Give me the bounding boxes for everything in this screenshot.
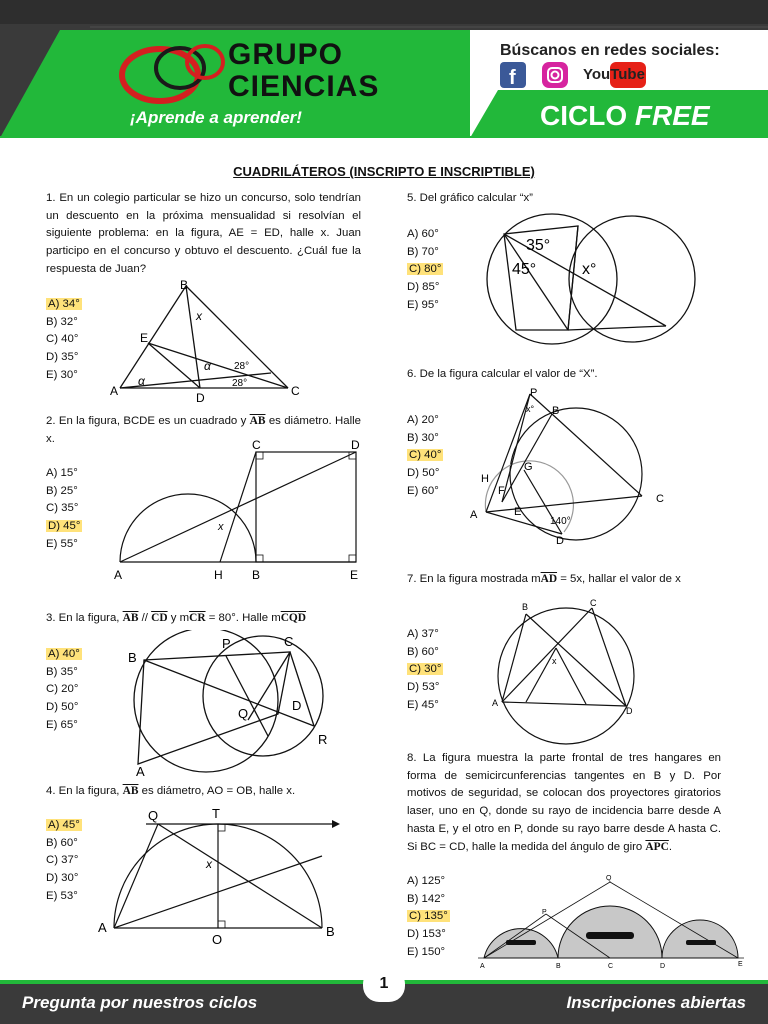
q5-option-a[interactable]: A) 60°	[407, 228, 439, 240]
question-8-text	[407, 750, 721, 856]
ciclo-free-badge	[540, 100, 710, 132]
q7-option-d[interactable]: D) 53°	[407, 681, 440, 694]
q3-mid3: = 80°. Halle m	[205, 612, 281, 624]
q6-label-b: B	[552, 405, 560, 417]
q6-label-p: P	[530, 387, 538, 399]
q2-label-c: C	[252, 438, 261, 452]
q6-option-e[interactable]: E) 60°	[407, 484, 439, 497]
q1-label-x: x	[196, 309, 202, 323]
q1-label-e: E	[140, 331, 149, 345]
q8-label-e: E	[738, 961, 743, 968]
question-2-options	[46, 465, 82, 554]
q3-label-c: C	[284, 634, 294, 649]
q4-label-o: O	[212, 932, 223, 947]
q4-pre: 4. En la figura,	[46, 785, 123, 797]
q1-label-a: A	[110, 384, 119, 398]
q4-segment: $\overline{AB}$	[122, 785, 139, 797]
q6-label-g: G	[524, 461, 533, 473]
q8-option-e[interactable]: E) 150°	[407, 945, 446, 958]
q8-option-d[interactable]: D) 153°	[407, 928, 446, 941]
q4-option-c[interactable]: C) 37°	[46, 854, 79, 867]
tagline: ¡Aprende a aprender!	[130, 108, 302, 127]
svg-text:f: f	[509, 67, 516, 89]
q3-label-b: B	[128, 650, 137, 665]
q8-option-a[interactable]: A) 125°	[407, 875, 446, 887]
q8-arc: $\overline{APC}$	[645, 840, 669, 853]
q1-label-28b: 28°	[232, 378, 248, 389]
q1-label-c: C	[291, 384, 300, 398]
q5-option-d[interactable]: D) 85°	[407, 281, 440, 294]
q2-option-d[interactable]: D) 45°	[48, 520, 81, 533]
question-1-options	[46, 296, 82, 385]
question-5-figure	[482, 212, 698, 346]
q3-option-b[interactable]: B) 35°	[46, 665, 78, 678]
q7-label-d: D	[626, 706, 633, 716]
q8-label-c: C	[608, 963, 614, 970]
question-3-text	[46, 610, 366, 628]
q4-option-d[interactable]: D) 30°	[46, 872, 79, 885]
q7-label-b: B	[522, 602, 529, 612]
q5-option-e[interactable]: E) 95°	[407, 298, 439, 311]
q6-label-140: 140°	[550, 516, 571, 527]
q3-label-a: A	[136, 764, 145, 778]
q8-post: .	[668, 840, 672, 853]
q4-label-a: A	[98, 920, 107, 935]
q7-option-b[interactable]: B) 60°	[407, 645, 439, 658]
q2-option-b[interactable]: B) 25°	[46, 484, 78, 497]
q2-option-e[interactable]: E) 55°	[46, 537, 78, 550]
q8-label-b: B	[556, 963, 561, 970]
q4-label-b: B	[326, 924, 335, 939]
q3-option-a[interactable]: A) 40°	[48, 648, 80, 660]
q3-pre: 3. En la figura,	[46, 612, 123, 624]
page-number-label: 1	[379, 975, 389, 992]
brand-line2: CIENCIAS	[228, 70, 380, 103]
q5-option-b[interactable]: B) 70°	[407, 245, 439, 258]
q7-option-c[interactable]: C) 30°	[409, 663, 442, 676]
q2-label-d: D	[351, 438, 360, 452]
q2-label-e: E	[350, 568, 359, 582]
q6-label-c: C	[656, 493, 664, 505]
q1-label-alpha2: α	[204, 359, 211, 373]
q2-label-h: H	[214, 568, 223, 582]
q7-label-c: C	[590, 598, 597, 608]
q3-option-c[interactable]: C) 20°	[46, 683, 79, 696]
footer-left-text: Pregunta por nuestros ciclos	[22, 993, 258, 1012]
q1-label-28a: 28°	[234, 361, 250, 372]
question-6-text: 6. De la figura calcular el valor de “X”.	[407, 368, 598, 380]
q8-option-b[interactable]: B) 142°	[407, 892, 446, 905]
youtube-label: YouTube	[583, 66, 645, 83]
q3-label-r: R	[318, 732, 328, 747]
q7-option-a[interactable]: A) 37°	[407, 628, 439, 640]
q2-pre: 2. En la figura, BCDE es un cuadrado y	[46, 415, 250, 427]
q6-option-a[interactable]: A) 20°	[407, 414, 439, 426]
q1-label-alpha: α	[138, 374, 145, 388]
question-1-text: 1. En un colegio particular se hizo un concurso, solo tendrían un descuento en la próxima mensualidad si resolvían el siguiente problema: en la figura, AE = ED, halle x. Juan participo en el concurso y obtuvo el descuento. ¿Cuál fue la respuesta de Juan?	[46, 192, 361, 275]
q1-option-b[interactable]: B) 32°	[46, 315, 78, 328]
question-3-figure	[118, 630, 348, 778]
q5-label-x: x°	[582, 261, 597, 278]
q7-post: = 5x, hallar el valor de x	[557, 573, 681, 585]
q5-label-35: 35°	[526, 237, 551, 254]
q4-option-e[interactable]: E) 53°	[46, 889, 78, 902]
question-8-figure	[476, 874, 748, 970]
q7-label-a: A	[492, 698, 499, 708]
q3-arc1: $\overline{CR}$	[189, 612, 206, 624]
q7-arc: $\overline{AD}$	[540, 573, 558, 585]
q5-label-45: 45°	[512, 261, 537, 278]
free-label: FREE	[634, 100, 710, 131]
page-number	[363, 968, 405, 1002]
q8-pre: 8. La figura muestra la parte frontal de tres hangares en forma de semicircunferencias tangentes en B y D. Por motivos de seguridad, se colocan dos proyectores giratorios laser, uno en Q, donde su rayo de incidencia barre desde A hasta E, y el otro en P, donde su rayo barre desde A hasta C. Si BC = CD, halle la medida del ángulo de giro	[407, 752, 721, 853]
q2-label-x: x	[218, 521, 224, 533]
q6-label-a: A	[470, 509, 478, 521]
q8-option-c[interactable]: C) 135°	[409, 910, 448, 923]
q6-option-c[interactable]: C) 40°	[409, 449, 442, 462]
page-title: CUADRILÁTEROS (INSCRIPTO E INSCRIPTIBLE)	[233, 164, 535, 179]
q4-option-b[interactable]: B) 60°	[46, 836, 78, 849]
q3-option-d[interactable]: D) 50°	[46, 701, 79, 714]
question-6-options	[407, 412, 443, 501]
q6-label-f: F	[498, 485, 505, 497]
q2-post: es diámetro. Halle x.	[46, 415, 362, 445]
question-7-text	[407, 571, 727, 589]
q3-seg1: $\overline{AB}$	[122, 612, 139, 624]
question-6-figure	[466, 384, 676, 548]
q3-arc2: $\overline{CQD}$	[280, 612, 307, 624]
q3-label-d: D	[292, 698, 302, 713]
q4-label-q: Q	[148, 808, 159, 823]
q3-label-p: P	[222, 636, 231, 651]
q7-option-e[interactable]: E) 45°	[407, 698, 439, 711]
ciclo-label: CICLO	[540, 100, 628, 131]
q2-option-c[interactable]: C) 35°	[46, 502, 79, 515]
question-1-figure	[108, 278, 308, 404]
q8-label-p: P	[542, 909, 547, 916]
q1-option-d[interactable]: D) 35°	[46, 351, 79, 364]
q7-label-x: x	[552, 656, 557, 666]
q2-label-b: B	[252, 568, 261, 582]
q3-mid1: //	[138, 612, 152, 624]
question-3-options	[46, 646, 82, 735]
q7-pre: 7. En la figura mostrada m	[407, 573, 541, 585]
q5-option-c[interactable]: C) 80°	[409, 263, 442, 276]
question-4-text	[46, 783, 366, 801]
q1-label-b: B	[180, 278, 189, 292]
brand-line1: GRUPO	[228, 38, 344, 71]
q8-label-a: A	[480, 963, 485, 970]
q2-option-a[interactable]: A) 15°	[46, 467, 78, 479]
q8-label-d: D	[660, 963, 666, 970]
q6-option-d[interactable]: D) 50°	[407, 467, 440, 480]
social-title: Búscanos en redes sociales:	[500, 42, 720, 59]
q3-mid2: y m	[167, 612, 190, 624]
q3-option-e[interactable]: E) 65°	[46, 718, 78, 731]
q8-label-q: Q	[606, 875, 612, 882]
footer-right-text: Inscripciones abiertas	[566, 993, 746, 1012]
q1-label-d: D	[196, 391, 205, 404]
q4-option-a[interactable]: A) 45°	[48, 819, 80, 831]
q6-label-x: x°	[526, 404, 535, 414]
question-4-options	[46, 817, 82, 906]
question-8-options	[407, 873, 450, 962]
q6-label-h: H	[481, 473, 489, 485]
q3-label-q: Q	[238, 706, 249, 721]
q4-label-x: x	[206, 857, 212, 871]
q6-label-d: D	[556, 535, 564, 547]
question-7-options	[407, 626, 443, 715]
q3-seg2: $\overline{CD}$	[151, 612, 168, 624]
question-2-figure	[110, 436, 370, 584]
q2-segment: $\overline{AB}$	[249, 415, 266, 427]
q1-option-e[interactable]: E) 30°	[46, 368, 78, 381]
question-5-options	[407, 226, 443, 315]
q4-label-t: T	[212, 806, 220, 821]
instagram-icon[interactable]	[542, 62, 568, 88]
facebook-icon[interactable]	[500, 62, 526, 89]
q6-option-b[interactable]: B) 30°	[407, 431, 439, 444]
question-5-text: 5. Del gráfico calcular “x”	[407, 192, 533, 204]
q2-label-a: A	[114, 568, 123, 582]
q1-option-c[interactable]: C) 40°	[46, 333, 79, 346]
q1-option-a[interactable]: A) 34°	[48, 298, 80, 310]
question-7-figure	[486, 596, 646, 746]
q6-label-e: E	[514, 506, 522, 518]
q4-post: es diámetro, AO = OB, halle x.	[138, 785, 296, 797]
question-4-figure	[96, 806, 346, 950]
